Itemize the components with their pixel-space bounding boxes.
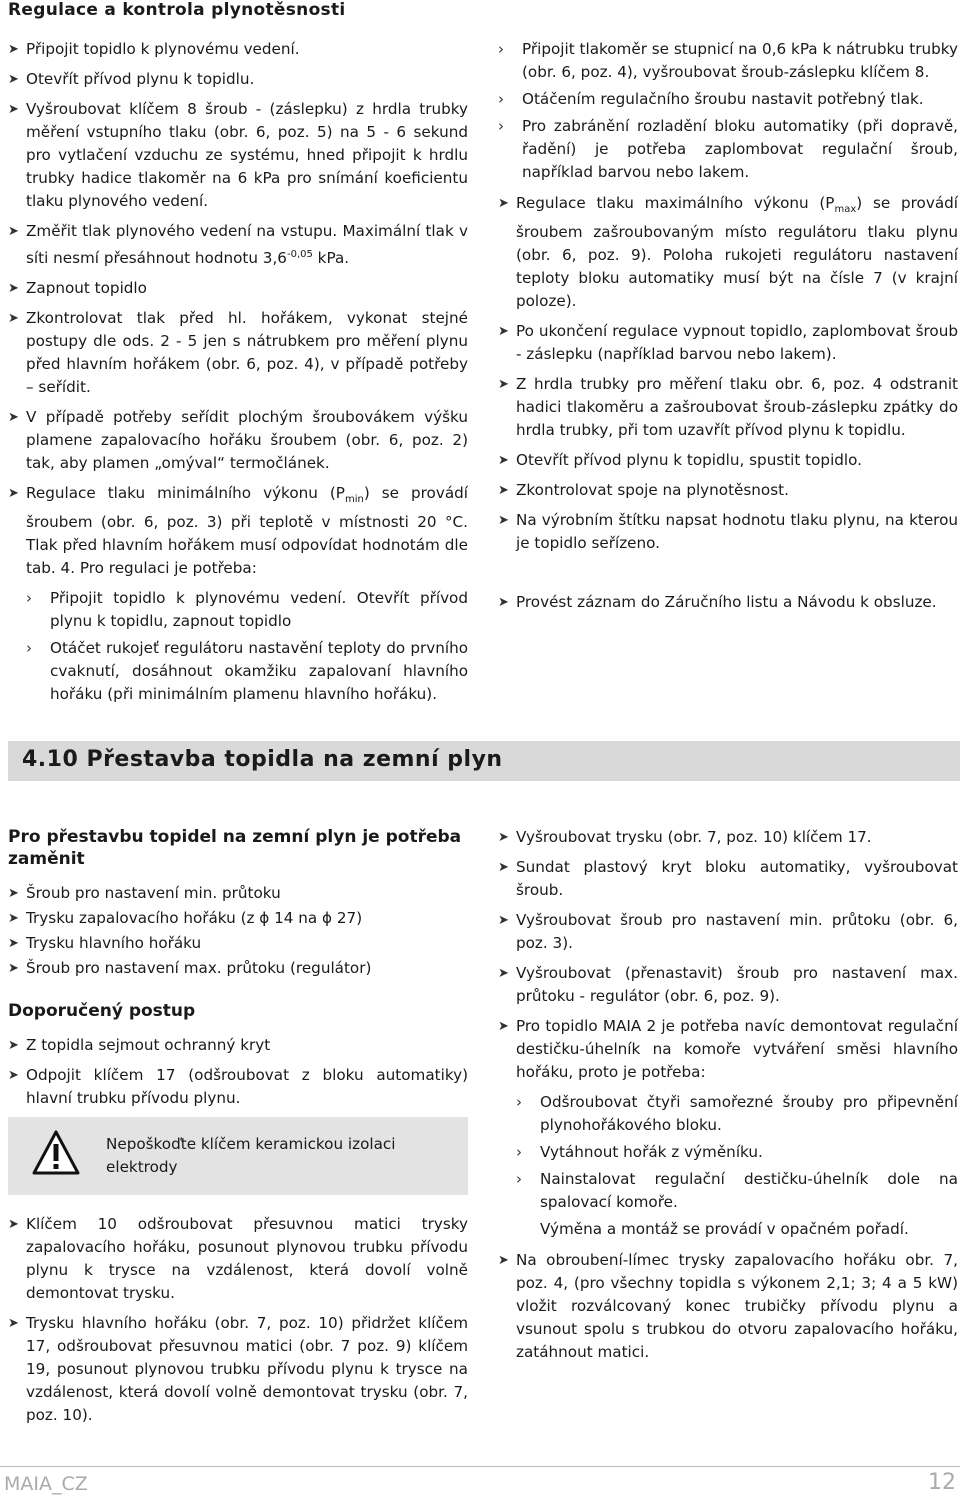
arrow-bullet-icon: ➤: [8, 936, 19, 951]
chevron-right-icon: ›: [516, 1143, 522, 1161]
chevron-right-icon: ›: [498, 90, 504, 108]
list-item: ➤ Zkontrolovat tlak před hl. hořákem, vykonat stejné postupy dle ods. 2 - 5 jen s nátrubkem pro měření plynu před hlavním hořákem (obr. 6, poz. 4), v případě potřeby – seřídit.: [8, 309, 468, 397]
sub-list-item: › Odšroubovat čtyři samořezné šrouby pro připevnění plynohořákového bloku.: [516, 1093, 958, 1134]
list-item: ➤ Na výrobním štítku napsat hodnotu tlaku plynu, na kterou je topidlo seřízeno.: [498, 511, 958, 553]
arrow-bullet-icon: ➤: [498, 513, 509, 529]
arrow-bullet-icon: ➤: [498, 860, 509, 875]
arrow-bullet-icon: ➤: [8, 1038, 19, 1053]
list-item: ➤ Z hrdla trubky pro měření tlaku obr. 6, poz. 4 odstranit hadici tlakoměru a zašroubovat šroub-záslepku zpátky do hrdla trubky, při tom uzavřít přívod plynu k topidlu.: [498, 375, 958, 440]
arrow-bullet-icon: ➤: [498, 595, 509, 611]
list-item: ➤ Vyšroubovat šroub pro nastavení min. průtoku (obr. 6, poz. 3).: [498, 911, 958, 952]
chevron-right-icon: ›: [516, 1093, 522, 1111]
list-item: ➤ Vyšroubovat klíčem 8 šroub - (záslepku) z hrdla trubky měření vstupního tlaku (obr. 6, poz. 5) na 5 - 6 sekund pro vytlačení vzduchu ze systému, hned připojit k hrdlu trubky hadice tlakoměr na 6 kPa pro snímání koeficientu tlaku plynového vedení.: [8, 100, 468, 210]
column-bottom-left: [8, 826, 468, 1434]
arrow-bullet-icon: ➤: [8, 1217, 19, 1232]
list-item-max-pressure: ➤ Regulace tlaku maximálního výkonu $(P_{max})$ se provádí šroubem zašroubovaným místo regulátoru tlaku plynu (obr. 6, poz. 9). Poloha rukojeti regulátoru nastavení teploty bloku automatiky musí být na čísle 7 (v krajní poloze).: [498, 194, 958, 311]
arrow-bullet-icon: ➤: [8, 911, 19, 926]
list-item: ➤ Trysku hlavního hořáku (obr. 7, poz. 10) přidržet klíčem 17, odšroubovat přesuvnou matici (obr. 7 poz. 9) klíčem 19, posunout plynovou trubku přívodu plynu k trysce na vzdálenost, která dovolí volně demontovat trysku (obr. 7, poz. 10).: [8, 1314, 468, 1424]
chevron-right-icon: ›: [26, 639, 32, 658]
list-item: ➤ Otevřít přívod plynu k topidlu.: [8, 68, 468, 91]
warning-icon: [32, 1129, 80, 1177]
chevron-right-icon: ›: [498, 117, 504, 135]
arrow-bullet-icon: ➤: [498, 377, 509, 393]
arrow-bullet-icon: ➤: [498, 453, 509, 469]
list-item: ➤ Trysku hlavního hořáku: [8, 932, 468, 955]
list-item-min-pressure: ➤ Regulace tlaku minimálního výkonu $(P_{min})$ se provádí šroubem (obr. 6, poz. 3) při teplotě v místnosti 20 °C. Tlak před hlavním hořákem musí odpovídat hodnotám dle tab. 4. Pro regulaci je potřeba:: [8, 484, 468, 578]
chevron-right-icon: ›: [498, 40, 504, 58]
arrow-bullet-icon: ➤: [8, 281, 19, 297]
list-item: ➤ Klíčem 10 odšroubovat přesuvnou matici trysky zapalovacího hořáku, posunout plynovou trubku přívodu plynu k trysce na vzdálenost, která dovolí volně demontovat trysku.: [8, 1215, 468, 1302]
arrow-bullet-icon: ➤: [8, 102, 19, 117]
sub-list-item: › Otáčet rukojeť regulátoru nastavění teploty do prvního cvaknutí, dosáhnout okamžiku zapalovaní hlavního hořáku (při minimálním plamenu hlavního hořáku).: [26, 639, 468, 704]
arrow-bullet-icon: ➤: [8, 311, 19, 327]
sub-list-item: › Otáčením regulačního šroubu nastavit potřebný tlak.: [498, 88, 958, 111]
arrow-bullet-icon: ➤: [498, 966, 509, 981]
arrow-bullet-icon: ➤: [8, 961, 19, 976]
arrow-bullet-icon: ➤: [498, 913, 509, 928]
arrow-bullet-icon: ➤: [8, 1068, 19, 1083]
page-number: 12: [928, 1470, 956, 1495]
arrow-bullet-icon: ➤: [8, 42, 19, 57]
arrow-bullet-icon: ➤: [498, 1019, 509, 1034]
sub-list-item: › Pro zabránění rozladění bloku automatiky (při dopravě, řadění) je potřeba zaplombovat regulační šroub, například barvou nebo lakem.: [498, 117, 958, 181]
list-item: ➤ Otevřít přívod plynu k topidlu, spustit topidlo.: [498, 449, 958, 472]
chevron-right-icon: ›: [26, 589, 32, 608]
list-item: ➤ Pro topidlo MAIA 2 je potřeba navíc demontovat regulační destičku-úhelník na komoře vytváření směsi hlavního hořáku, proto je potřeba:: [498, 1017, 958, 1081]
arrow-bullet-icon: ➤: [8, 72, 19, 87]
arrow-bullet-icon: ➤: [8, 224, 19, 239]
section-heading-regulace: Regulace a kontrola plynotěsnosti: [8, 0, 346, 20]
arrow-bullet-icon: ➤: [8, 410, 19, 426]
arrow-bullet-icon: ➤: [498, 1253, 509, 1268]
chevron-right-icon: ›: [516, 1170, 522, 1188]
list-item: ➤ Vyšroubovat (přenastavit) šroub pro nastavení max. průtoku - regulátor (obr. 6, poz. 9).: [498, 964, 958, 1005]
list-item: ➤ Šroub pro nastavení min. průtoku: [8, 882, 468, 905]
warning-box: [8, 1117, 468, 1195]
column-top-left: [8, 38, 468, 710]
list-item: ➤ V případě potřeby seřídit plochým šroubovákem výšku plamene zapalovacího hořáku šroubem (obr. 6, poz. 2) tak, aby plamen „omýval“ termočlánek.: [8, 408, 468, 473]
warning-text: Nepoškoďte klíčem keramickou izolaci elektrody: [106, 1135, 396, 1176]
arrow-bullet-icon: ➤: [498, 196, 509, 211]
list-item: ➤ Zkontrolovat spoje na plynotěsnost.: [498, 479, 958, 502]
list-item: ➤ Odpojit klíčem 17 (odšroubovat z bloku automatiky) hlavní trubku přívodu plynu.: [8, 1066, 468, 1107]
column-top-right: [498, 38, 958, 621]
subheading-parts: Pro přestavbu topidel na zemní plyn je potřeba zaměnit: [8, 827, 462, 869]
list-item-pressure: ➤ Změřit tlak plynového vedení na vstupu. Maximální tlak v síti nesmí přesáhnout hodnotu $3,6^{-0,05}$ kPa.: [8, 222, 468, 268]
list-item: ➤ Z topidla sejmout ochranný kryt: [8, 1034, 468, 1057]
sub-list-item: › Připojit tlakoměr se stupnicí na 0,6 kPa k nátrubku trubky (obr. 6, poz. 4), vyšroubovat šroub-záslepku klíčem 8.: [498, 40, 958, 81]
list-item: ➤ Zapnout topidlo: [8, 277, 468, 300]
sub-list-item: › Připojit topidlo k plynovému vedení. Otevřít přívod plynu k topidlu, zapnout topidlo: [26, 589, 468, 631]
list-item: ➤ Provést záznam do Záručního listu a Návodu k obsluze.: [498, 591, 958, 614]
footer-divider: [0, 1466, 960, 1467]
list-item: ➤ Trysku zapalovacího hořáku (z ɸ 14 na ɸ 27): [8, 907, 468, 930]
list-item: ➤ Šroub pro nastavení max. průtoku (regulátor): [8, 957, 468, 980]
list-item: ➤ Na obroubení-límec trysky zapalovacího hořáku obr. 7, poz. 4, (pro všechny topidla s výkonem 2,1; 3; 4 a 5 kW) vložit rozválcovaný konec trubičky přívodu plynu a vsunout spolu s trubkou do otvoru zapalovacího hořáku, zatáhnout matici.: [498, 1251, 958, 1361]
sub-list-item: › Nainstalovat regulační destičku-úhelník dole na spalovací komoře.: [516, 1170, 958, 1211]
arrow-bullet-icon: ➤: [498, 830, 509, 845]
section-title: 4.10 Přestavba topidla na zemní plyn: [22, 747, 503, 772]
arrow-bullet-icon: ➤: [498, 324, 509, 340]
list-item: ➤ Vyšroubovat trysku (obr. 7, poz. 10) klíčem 17.: [498, 826, 958, 849]
footer-doc-code: MAIA_CZ: [4, 1473, 88, 1495]
list-item: ➤ Připojit topidlo k plynovému vedení.: [8, 38, 468, 61]
list-item: ➤ Sundat plastový kryt bloku automatiky, vyšroubovat šroub.: [498, 858, 958, 899]
note-text: Výměna a montáž se provádí v opačném pořadí.: [540, 1220, 909, 1238]
sub-list-item: › Vytáhnout hořák z výměníku.: [498, 1141, 958, 1164]
subheading-procedure: Doporučený postup: [8, 1001, 196, 1021]
list-item: ➤ Po ukončení regulace vypnout topidlo, zaplombovat šroub - záslepku (například barvou nebo lakem).: [498, 322, 958, 364]
arrow-bullet-icon: ➤: [498, 483, 509, 499]
pressure-tolerance: -0,05: [286, 249, 313, 260]
arrow-bullet-icon: ➤: [8, 1316, 19, 1331]
column-bottom-right: [498, 826, 958, 1371]
arrow-bullet-icon: ➤: [8, 486, 19, 502]
arrow-bullet-icon: ➤: [8, 886, 19, 901]
